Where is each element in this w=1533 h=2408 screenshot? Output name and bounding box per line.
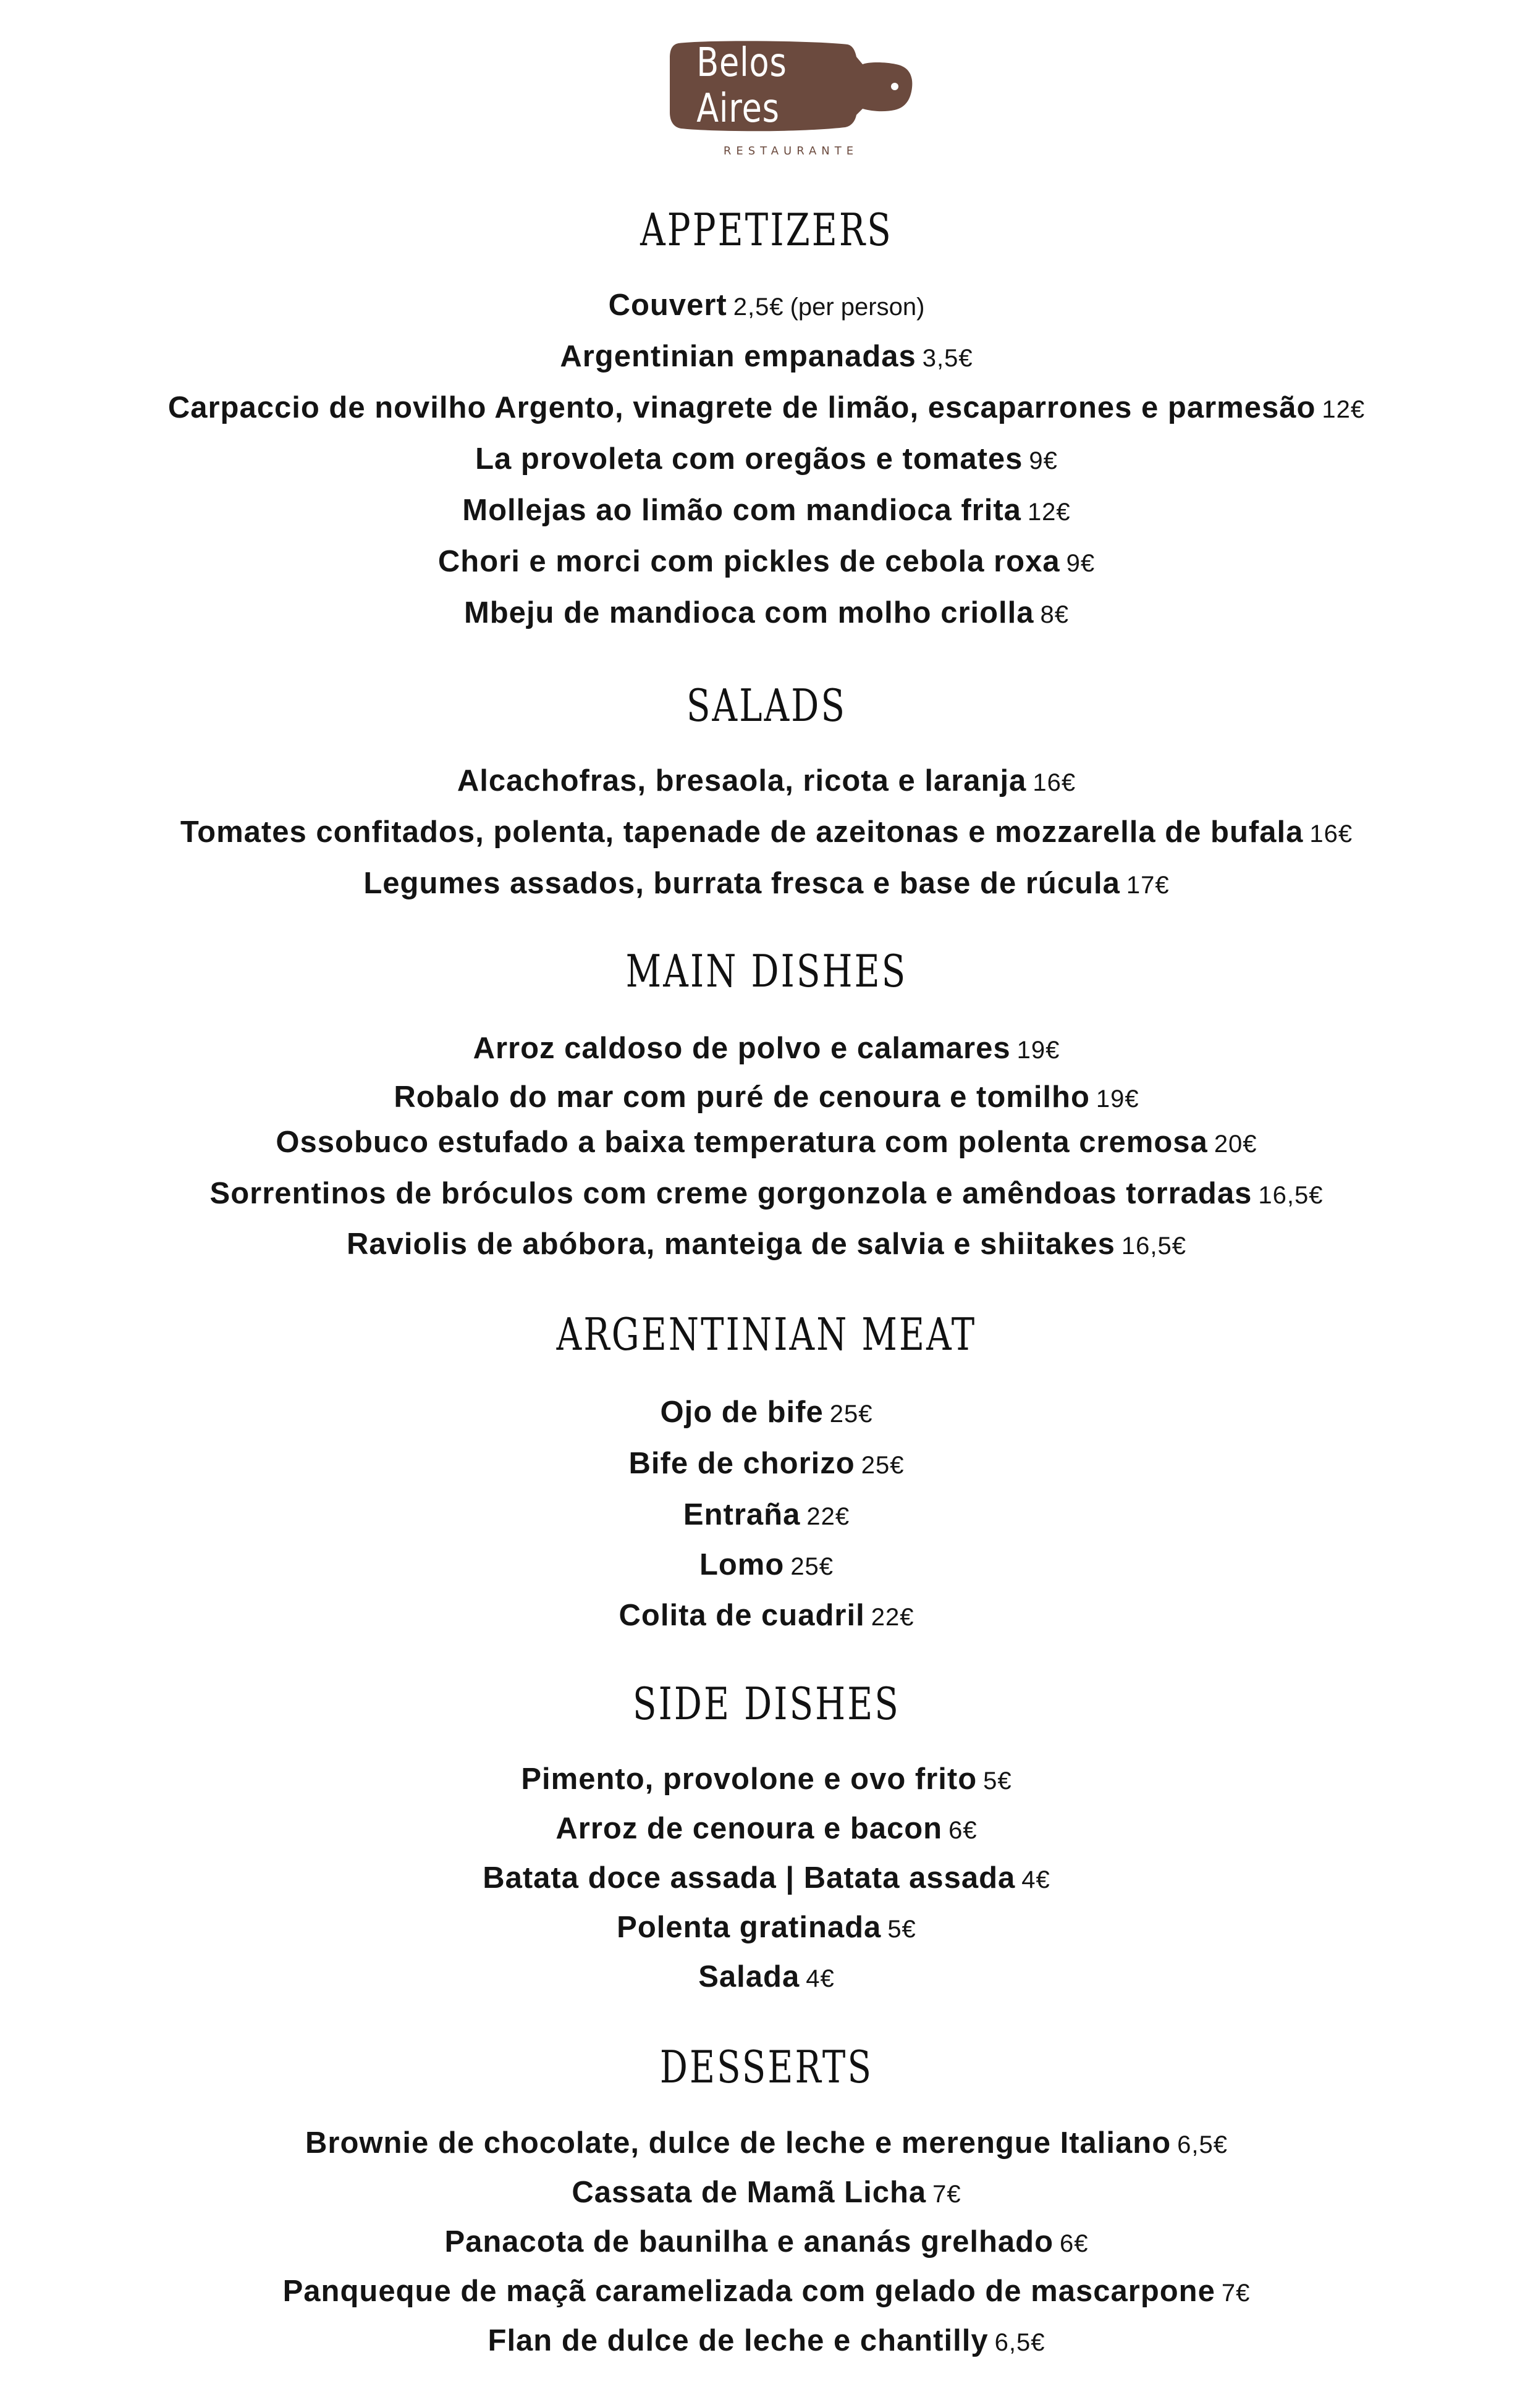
menu-item xyxy=(0,1550,1533,1580)
menu-item xyxy=(0,290,1533,321)
menu-item xyxy=(0,1082,1533,1113)
item-name: Alcachofras, bresaola, ricota e laranja xyxy=(457,764,1027,798)
item-price: 6,5€ xyxy=(1177,2131,1228,2158)
main-dishes-heading: MAIN DISHES xyxy=(625,945,908,997)
item-price: 16,5€ xyxy=(1121,1232,1186,1260)
item-price: 4€ xyxy=(1021,1866,1050,1893)
item-name: Carpaccio de novilho Argento, vinagrete de limão, escaparrones e parmesão xyxy=(167,391,1316,424)
item-price: 9€ xyxy=(1066,550,1096,577)
salads-heading: SALADS xyxy=(686,680,847,731)
item-price: 6€ xyxy=(1060,2230,1089,2257)
menu-item xyxy=(0,495,1533,526)
menu-item xyxy=(0,1601,1533,1631)
item-price: 7€ xyxy=(1221,2280,1251,2307)
item-price: 22€ xyxy=(806,1503,850,1530)
menu-item xyxy=(0,393,1533,423)
restaurant-logo xyxy=(667,38,914,162)
item-price: 12€ xyxy=(1027,499,1071,526)
item-price: 25€ xyxy=(861,1452,905,1479)
item-price: 6€ xyxy=(948,1817,978,1844)
menu-item xyxy=(0,1764,1533,1795)
menu-item xyxy=(0,1397,1533,1428)
menu-item xyxy=(0,1127,1533,1158)
menu-item xyxy=(0,547,1533,577)
item-price: 17€ xyxy=(1126,872,1170,899)
menu-item xyxy=(0,2128,1533,2158)
item-price: 16,5€ xyxy=(1258,1182,1324,1209)
item-name: Flan de dulce de leche e chantilly xyxy=(488,2324,989,2357)
menu-item xyxy=(0,342,1533,372)
item-name: Legumes assados, burrata fresca e base de rúcula xyxy=(363,867,1120,900)
item-price: 5€ xyxy=(983,1767,1012,1795)
item-price: 25€ xyxy=(829,1400,873,1428)
item-name: La provoleta com oregãos e tomates xyxy=(475,442,1023,476)
menu-item xyxy=(0,766,1533,796)
menu-item xyxy=(0,1962,1533,1992)
menu-item xyxy=(0,2227,1533,2257)
item-name: Salada xyxy=(698,1960,800,1993)
menu-item xyxy=(0,869,1533,899)
item-name: Colita de cuadril xyxy=(619,1599,865,1632)
item-price: 5€ xyxy=(887,1916,916,1943)
menu-item xyxy=(0,1449,1533,1479)
argentinian-meat-heading: ARGENTINIAN MEAT xyxy=(556,1308,977,1360)
item-name: Argentinian empanadas xyxy=(560,340,916,373)
item-name: Robalo do mar com puré de cenoura e tomilho xyxy=(394,1080,1090,1114)
menu-item xyxy=(0,2276,1533,2307)
menu-item xyxy=(0,1229,1533,1260)
item-price: 7€ xyxy=(932,2181,961,2208)
item-name: Mbeju de mandioca com molho criolla xyxy=(463,596,1034,629)
item-price: 2,5€ xyxy=(733,293,784,321)
item-name: Pimento, provolone e ovo frito xyxy=(521,1762,978,1796)
menu-item xyxy=(0,598,1533,628)
item-price: 16€ xyxy=(1033,769,1076,796)
item-name: Ossobuco estufado a baixa temperatura com polenta cremosa xyxy=(276,1126,1208,1159)
item-price: 20€ xyxy=(1214,1130,1257,1158)
item-price: 9€ xyxy=(1029,447,1058,474)
item-name: Lomo xyxy=(699,1548,785,1581)
item-name: Cassata de Mamã Licha xyxy=(572,2176,927,2209)
item-name: Mollejas ao limão com mandioca frita xyxy=(462,494,1021,527)
item-price: 19€ xyxy=(1016,1037,1060,1064)
menu-item xyxy=(0,1034,1533,1064)
item-name: Arroz caldoso de polvo e calamares xyxy=(473,1032,1011,1065)
item-name: Batata doce assada | Batata assada xyxy=(483,1861,1016,1895)
item-price: 25€ xyxy=(790,1553,834,1580)
menu-item xyxy=(0,1179,1533,1209)
item-name: Sorrentinos de bróculos com creme gorgonzola e amêndoas torradas xyxy=(209,1177,1252,1210)
item-name: Bife de chorizo xyxy=(628,1447,855,1480)
side-dishes-heading: SIDE DISHES xyxy=(633,1678,900,1730)
item-price: 8€ xyxy=(1040,601,1070,628)
item-price: 4€ xyxy=(806,1965,835,1992)
item-name: Tomates confitados, polenta, tapenade de azeitonas e mozzarella de bufala xyxy=(180,815,1304,849)
menu-item xyxy=(0,817,1533,848)
item-name: Arroz de cenoura e bacon xyxy=(555,1812,943,1845)
item-name: Entraña xyxy=(683,1498,801,1531)
menu-item xyxy=(0,1913,1533,1943)
item-name: Couvert xyxy=(608,288,727,322)
item-price: 3,5€ xyxy=(922,345,973,372)
item-price: 22€ xyxy=(871,1604,914,1631)
menu-item xyxy=(0,1814,1533,1844)
item-price: 12€ xyxy=(1322,396,1366,423)
item-name: Panacota de baunilha e ananás grelhado xyxy=(444,2225,1054,2259)
menu-item xyxy=(0,1863,1533,1893)
item-name: Chori e morci com pickles de cebola roxa xyxy=(437,545,1060,578)
menu-item xyxy=(0,2178,1533,2208)
item-price: 16€ xyxy=(1309,820,1353,848)
item-name: Raviolis de abóbora, manteiga de salvia e shiitakes xyxy=(347,1227,1115,1261)
menu-item xyxy=(0,2326,1533,2356)
appetizers-heading: APPETIZERS xyxy=(640,204,893,256)
menu-item xyxy=(0,1500,1533,1530)
item-name: Brownie de chocolate, dulce de leche e merengue Italiano xyxy=(305,2126,1172,2160)
item-note: (per person) xyxy=(790,293,925,321)
item-name: Panqueque de maçã caramelizada com gelado de mascarpone xyxy=(282,2275,1215,2308)
item-price: 6,5€ xyxy=(994,2329,1045,2356)
menu-item xyxy=(0,444,1533,474)
logo-subtitle: RESTAURANTE xyxy=(723,145,859,158)
logo-name: Belos Aires xyxy=(696,40,787,132)
desserts-heading: DESSERTS xyxy=(659,2041,874,2093)
item-name: Polenta gratinada xyxy=(617,1911,882,1944)
item-name: Ojo de bife xyxy=(660,1396,824,1429)
item-price: 19€ xyxy=(1096,1085,1139,1113)
